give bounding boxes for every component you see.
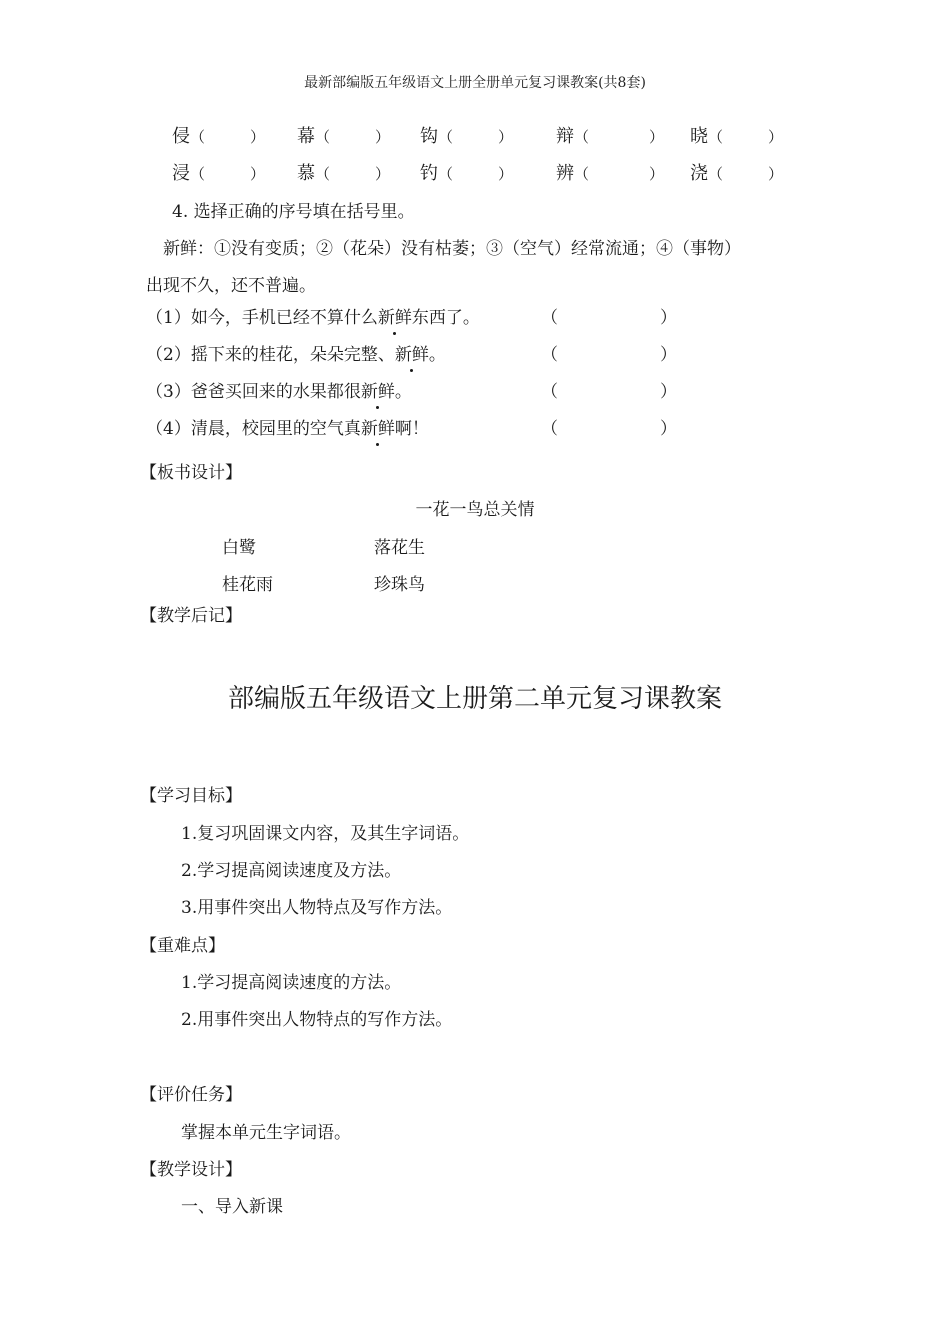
board-title: 一花一鸟总关情 (415, 500, 535, 520)
answer-blank[interactable]: （ ） (438, 128, 514, 146)
definition-line-cont: 出现不久，还不普遍。 (146, 276, 316, 296)
answer-blank[interactable]: （ ） (574, 165, 665, 183)
section-heading-design: 【教学设计】 (140, 1160, 242, 1180)
char-item: 钩（ ） (420, 126, 514, 147)
goal-item: 2.学习提高阅读速度及方法。 (181, 861, 402, 881)
answer-blank[interactable]: （ ） (574, 128, 665, 146)
design-step: 一、导入新课 (181, 1197, 283, 1217)
page-header: 最新部编版五年级语文上册全册单元复习课教案(共8套) (304, 75, 646, 91)
char-item: 浇（ ） (690, 163, 784, 184)
definition-line: 新鲜：①没有变质；②（花朵）没有枯萎；③（空气）经常流通；④（事物） (163, 239, 741, 259)
section-heading-board: 【板书设计】 (140, 463, 242, 483)
answer-blank[interactable]: （ ） (541, 419, 677, 439)
section-heading-key-points: 【重难点】 (140, 936, 225, 956)
char-item: 浸（ ） (172, 163, 266, 184)
answer-blank[interactable]: （ ） (190, 128, 266, 146)
answer-blank[interactable]: （ ） (708, 165, 784, 183)
char-item: 钓（ ） (420, 163, 514, 184)
section-heading-goals: 【学习目标】 (140, 786, 242, 806)
emphasized-word: 新鲜 (361, 377, 395, 402)
board-item: 桂花雨 (222, 575, 273, 595)
char-item: 晓（ ） (690, 126, 784, 147)
emphasized-word: 新鲜 (378, 303, 412, 328)
key-point-item: 1.学习提高阅读速度的方法。 (181, 973, 402, 993)
answer-blank[interactable]: （ ） (438, 165, 514, 183)
char-item: 慕（ ） (297, 163, 391, 184)
section-heading-evaluation: 【评价任务】 (140, 1085, 242, 1105)
answer-blank[interactable]: （ ） (541, 345, 677, 365)
char-item: 辩（ ） (556, 126, 665, 147)
section-heading-postscript: 【教学后记】 (140, 606, 242, 626)
q4-item-1: （1）如今，手机已经不算什么新鲜东西了。 (146, 303, 480, 328)
answer-blank[interactable]: （ ） (315, 165, 391, 183)
answer-blank[interactable]: （ ） (190, 165, 266, 183)
q4-item-3: （3）爸爸买回来的水果都很新鲜。 (146, 377, 412, 402)
answer-blank[interactable]: （ ） (315, 128, 391, 146)
emphasized-word: 新鲜 (361, 414, 395, 439)
q4-item-2: （2）摇下来的桂花，朵朵完整、新鲜。 (146, 340, 446, 365)
goal-item: 3.用事件突出人物特点及写作方法。 (181, 898, 453, 918)
q4-item-4: （4）清晨，校园里的空气真新鲜啊！ (146, 414, 429, 439)
board-item: 白鹭 (222, 538, 256, 558)
answer-blank[interactable]: （ ） (541, 308, 677, 328)
char-item: 辨（ ） (556, 163, 665, 184)
char-item: 幕（ ） (297, 126, 391, 147)
board-item: 珍珠鸟 (374, 575, 425, 595)
question-4-title: 4. 选择正确的序号填在括号里。 (172, 202, 415, 222)
board-item: 落花生 (374, 538, 425, 558)
goal-item: 1.复习巩固课文内容，及其生字词语。 (181, 824, 470, 844)
key-point-item: 2.用事件突出人物特点的写作方法。 (181, 1010, 453, 1030)
emphasized-word: 新鲜 (395, 340, 429, 365)
evaluation-task: 掌握本单元生字词语。 (181, 1123, 351, 1143)
char-item: 侵（ ） (172, 126, 266, 147)
answer-blank[interactable]: （ ） (708, 128, 784, 146)
answer-blank[interactable]: （ ） (541, 382, 677, 402)
unit2-title: 部编版五年级语文上册第二单元复习课教案 (227, 684, 722, 714)
